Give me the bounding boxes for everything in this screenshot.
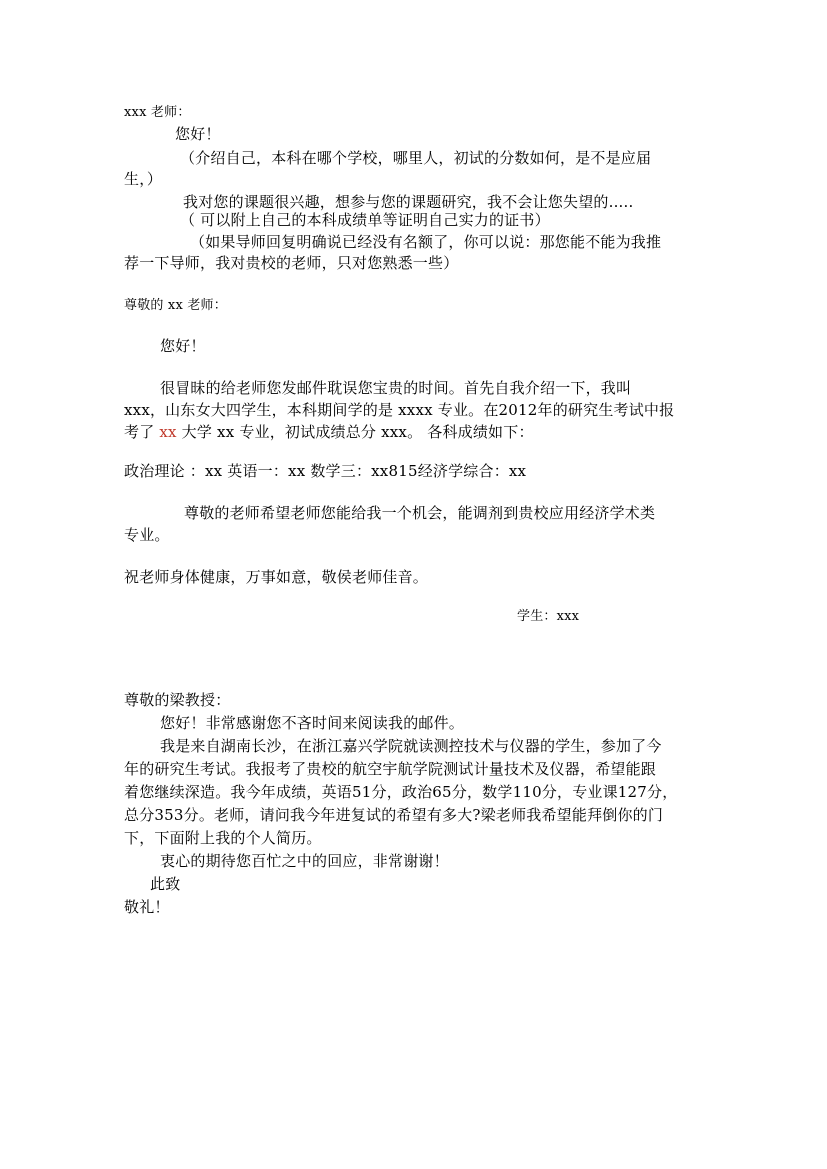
- letter3-body-line2: 年的研究生考试。我报考了贵校的航空宇航学院测试计量技术及仪器，希望能跟: [124, 760, 657, 778]
- letter2-body1-line1: 很冒昧的给老师您发邮件耽误您宝贵的时间。首先自我介绍一下，我叫: [160, 379, 632, 397]
- letter1-if-full-line1: （如果导师回复明确说已经没有名额了，你可以说：那您能不能为我推: [190, 233, 662, 251]
- letter1-intro-line2: 生，）: [124, 170, 163, 188]
- letter3-cizhi: 此致: [150, 875, 181, 893]
- letter2-university-placeholder: xx: [159, 423, 177, 441]
- letter3-body-line4: 总分353分。老师，请问我今年进复试的希望有多大?梁老师我希望能拜倒你的门: [124, 806, 664, 824]
- letter1-if-full-line2: 荐一下导师，我对贵校的老师，只对您熟悉一些）: [124, 254, 459, 272]
- letter3-closing: 衷心的期待您百忙之中的回应，非常谢谢！: [160, 852, 449, 870]
- letter3-body-line3: 着您继续深造。我今年成绩，英语51分，政治65分，数学110分，专业课127分，: [124, 783, 678, 801]
- letter3-jingli: 敬礼！: [124, 898, 170, 916]
- letter2-body1-line2: xxx，山东女大四学生，本科期间学的是 xxxx 专业。在2012年的研究生考试中报: [124, 401, 675, 419]
- letter3-body-line5: 下，下面附上我的个人简历。: [124, 829, 322, 847]
- letter2-body1-line3: [124, 422, 534, 442]
- letter2-greeting: 您好！: [160, 337, 206, 355]
- letter3-body-line1: 我是来自湖南长沙，在浙江嘉兴学院就读测控技术与仪器的学生，参加了今: [160, 737, 662, 755]
- letter2-salutation: 尊敬的 xx 老师：: [124, 298, 227, 313]
- letter1-attach: （ 可以附上自己的本科成绩单等证明自己实力的证书）: [180, 211, 550, 229]
- letter2-request-line1: 尊敬的老师希望老师您能给我一个机会，能调剂到贵校应用经济学术类: [184, 504, 656, 522]
- letter2-wish: 祝老师身体健康，万事如意，敬侯老师佳音。: [124, 568, 429, 586]
- letter1-greeting: 您好！: [175, 125, 221, 143]
- letter2-scores: 政治理论 ：xx 英语一：xx 数学三：xx815经济学综合：xx: [124, 462, 527, 480]
- letter1-salutation: xxx 老师：: [124, 105, 191, 120]
- letter2-body1-line3-b: 大学 xx 专业，初试成绩总分 xxx。 各科成绩如下：: [176, 423, 534, 441]
- letter3-greeting: 您好！非常感谢您不吝时间来阅读我的邮件。: [160, 714, 465, 732]
- letter2-signature: 学生：xxx: [517, 609, 580, 624]
- letter2-body1-line3-a: 考了: [124, 423, 160, 441]
- letter1-interest: 我对您的课题很兴趣，想参与您的课题研究，我不会让您失望的.....: [183, 193, 634, 211]
- letter1-intro-line1: （介绍自己，本科在哪个学校，哪里人，初试的分数如何，是不是应届: [180, 149, 652, 167]
- letter2-request-line2: 专业。: [124, 526, 170, 544]
- letter3-salutation: 尊敬的梁教授：: [124, 691, 231, 709]
